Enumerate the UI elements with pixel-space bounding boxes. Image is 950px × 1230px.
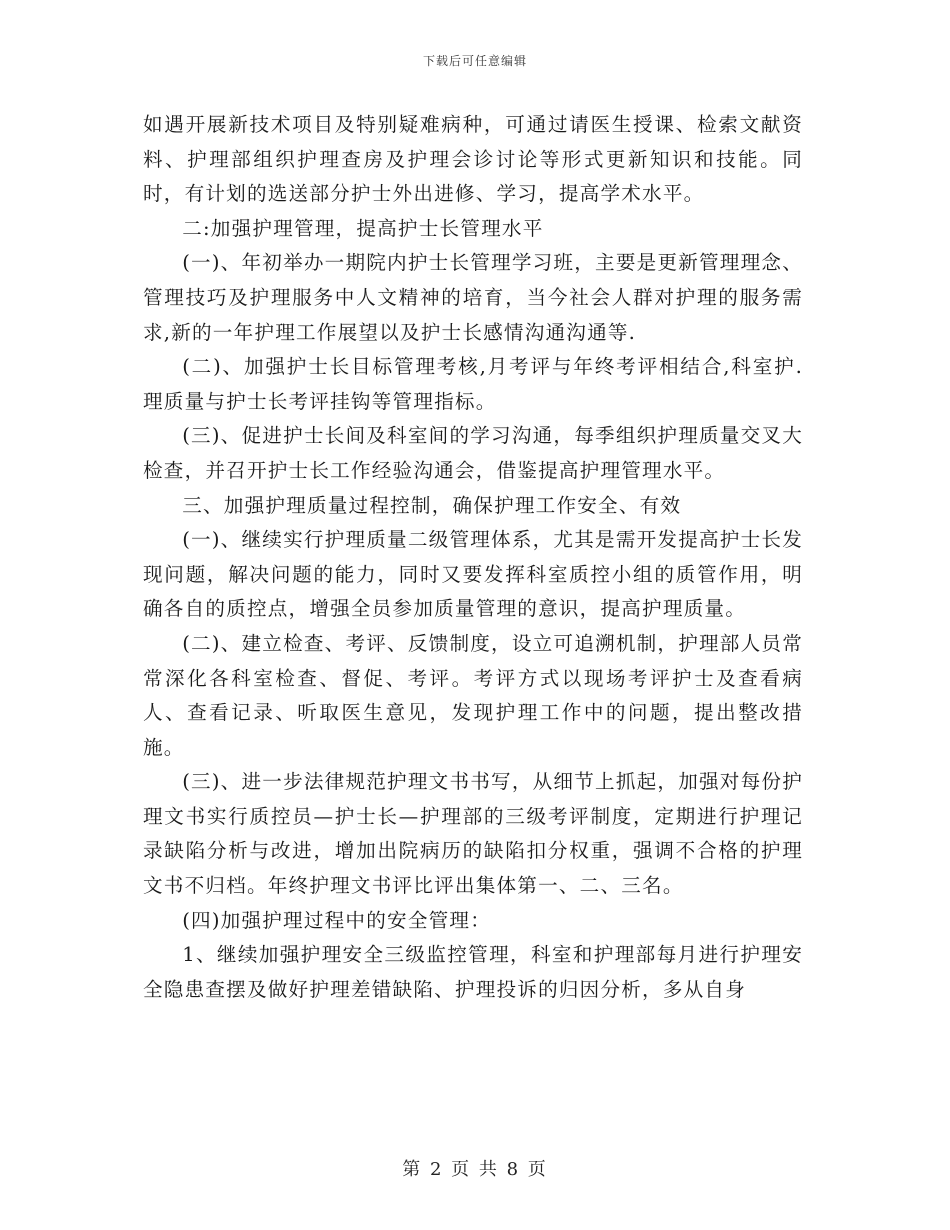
page-header: 下载后可任意编辑 [422, 54, 527, 68]
paragraph: 如遇开展新技术项目及特别疑难病种，可通过请医生授课、检索文献资料、护理部组织护理查房及护理会诊讨论等形式更新知识和技能。同时，有计划的选送部分护士外出进修、学习，提高学术水平。 [143, 113, 803, 206]
paragraph: (三)、进一步法律规范护理文书书写，从细节上抓起，加强对每份护理文书实行质控员—护士长—护理部的三级考评制度，定期进行护理记录缺陷分析与改进，增加出院病历的缺陷扣分权重，强调不合格的护理文书不归档。年终护理文书评比评出集体第一、二、三名。 [143, 770, 803, 898]
document-body [143, 108, 803, 1007]
paragraph: 1、继续加强护理安全三级监控管理，科室和护理部每月进行护理安全隐患查摆及做好护理差错缺陷、护理投诉的归因分析，多从自身 [143, 943, 803, 1001]
section-heading: 三、加强护理质量过程控制，确保护理工作安全、有效 [182, 493, 682, 517]
paragraph: (三)、促进护士长间及科室间的学习沟通，每季组织护理质量交叉大检查，并召开护士长工作经验沟通会，借鉴提高护理管理水平。 [143, 424, 803, 482]
paragraph: (二)、建立检查、考评、反馈制度，设立可追溯机制，护理部人员常常深化各科室检查、督促、考评。考评方式以现场考评护士及查看病人、查看记录、听取医生意见，发现护理工作中的问题，提出整改措施。 [143, 631, 803, 759]
paragraph: (二)、加强护士长目标管理考核,月考评与年终考评相结合,科室护.理质量与护士长考评挂钩等管理指标。 [143, 355, 803, 413]
paragraph: (一)、继续实行护理质量二级管理体系，尤其是需开发提高护士长发现问题，解决问题的能力，同时又要发挥科室质控小组的质管作用，明确各自的质控点，增强全员参加质量管理的意识，提高护理质量。 [143, 528, 803, 621]
page-footer: 第 2 页 共 8 页 [402, 1159, 548, 1180]
section-heading: 二:加强护理管理，提高护士长管理水平 [182, 216, 544, 240]
subsection-heading: (四)加强护理过程中的安全管理： [182, 908, 491, 932]
paragraph: (一)、年初举办一期院内护士长管理学习班，主要是更新管理理念、管理技巧及护理服务中人文精神的培育，当今社会人群对护理的服务需求,新的一年护理工作展望以及护士长感情沟通沟通等. [143, 251, 803, 344]
